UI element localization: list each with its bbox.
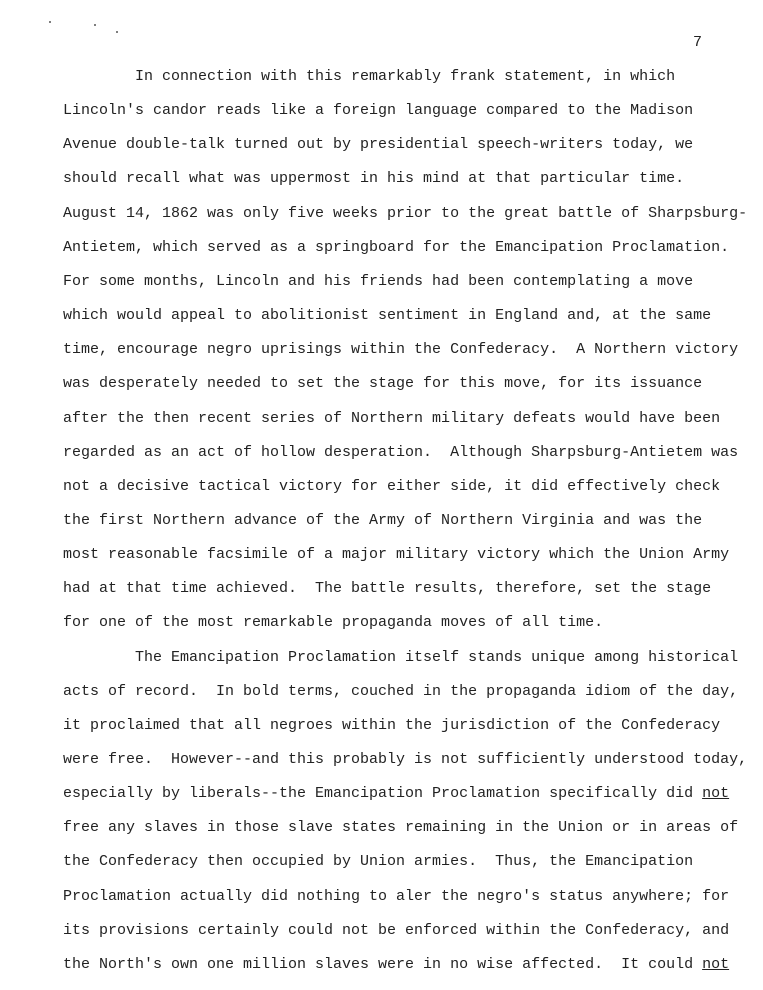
text-segment: especially by liberals--the Emancipation Proclamation specifically did xyxy=(63,785,703,803)
text-segment: had at that time achieved. The battle results, therefore, set the stage xyxy=(63,580,712,598)
text-segment: The Emancipation Proclamation itself stands unique among historical xyxy=(63,648,739,666)
text-line xyxy=(63,818,738,838)
text-line xyxy=(63,784,729,804)
text-line xyxy=(63,443,738,463)
text-segment: Antietem, which served as a springboard for the Emancipation Proclamation. xyxy=(63,238,730,256)
text-line xyxy=(63,682,738,702)
text-line xyxy=(63,579,711,599)
text-segment: the first Northern advance of the Army of Northern Virginia and was the xyxy=(63,511,703,529)
scan-speck xyxy=(116,31,118,33)
text-line xyxy=(63,340,738,360)
text-segment: should recall what was uppermost in his mind at that particular time. xyxy=(63,170,685,188)
text-line xyxy=(63,306,711,326)
text-segment: the Confederacy then occupied by Union armies. Thus, the Emancipation xyxy=(63,853,694,871)
text-line xyxy=(63,887,729,907)
text-segment: time, encourage negro uprisings within the Confederacy. A Northern victory xyxy=(63,341,739,359)
text-segment: were free. However--and this probably is not sufficiently understood today, xyxy=(63,751,748,768)
text-line xyxy=(63,409,720,429)
text-segment: not a decisive tactical victory for either side, it did effectively check xyxy=(63,477,721,495)
scan-speck xyxy=(94,24,96,26)
text-line xyxy=(63,750,747,770)
text-line xyxy=(63,511,702,531)
text-line xyxy=(63,272,693,292)
text-segment: it proclaimed that all negroes within the jurisdiction of the Confederacy xyxy=(63,716,721,734)
text-line xyxy=(63,852,693,872)
text-line xyxy=(63,477,720,497)
text-line xyxy=(63,545,729,565)
underlined-word: not xyxy=(702,785,730,803)
text-segment: In connection with this remarkably frank statement, in which xyxy=(63,68,676,85)
underlined-word: not xyxy=(702,955,730,973)
text-line xyxy=(63,135,693,155)
text-line xyxy=(63,648,738,668)
text-segment: acts of record. In bold terms, couched in the propaganda idiom of the day, xyxy=(63,682,739,700)
text-segment: For some months, Lincoln and his friends had been contemplating a move xyxy=(63,272,694,290)
text-segment: free any slaves in those slave states remaining in the Union or in areas of xyxy=(63,819,739,837)
text-line xyxy=(63,238,729,258)
text-line xyxy=(63,204,747,224)
text-line xyxy=(63,67,675,87)
text-segment: Avenue double-talk turned out by presidential speech-writers today, we xyxy=(63,136,694,154)
text-segment: Lincoln's candor reads like a foreign language compared to the Madison xyxy=(63,102,694,120)
scan-speck xyxy=(49,21,51,23)
text-segment: was desperately needed to set the stage for this move, for its issuance xyxy=(63,375,703,393)
text-segment: the North's own one million slaves were in no wise affected. It could xyxy=(63,955,703,973)
text-segment: most reasonable facsimile of a major military victory which the Union Army xyxy=(63,546,730,564)
page-number: 7 xyxy=(693,34,703,51)
text-line xyxy=(63,101,693,121)
text-segment: for one of the most remarkable propaganda moves of all time. xyxy=(63,614,604,632)
text-line xyxy=(63,169,684,189)
text-line xyxy=(63,921,729,941)
text-line xyxy=(63,613,603,633)
text-line xyxy=(63,955,729,975)
text-line xyxy=(63,374,702,394)
text-segment: Proclamation actually did nothing to aler the negro's status anywhere; for xyxy=(63,887,730,905)
text-segment: which would appeal to abolitionist sentiment in England and, at the same xyxy=(63,307,712,324)
text-segment: August 14, 1862 was only five weeks prior to the great battle of Sharpsburg- xyxy=(63,204,748,222)
text-segment: its provisions certainly could not be enforced within the Confederacy, and xyxy=(63,921,730,939)
text-segment: after the then recent series of Northern military defeats would have been xyxy=(63,409,721,427)
text-segment: regarded as an act of hollow desperation. Although Sharpsburg-Antietem was xyxy=(63,443,739,461)
text-line xyxy=(63,716,720,736)
